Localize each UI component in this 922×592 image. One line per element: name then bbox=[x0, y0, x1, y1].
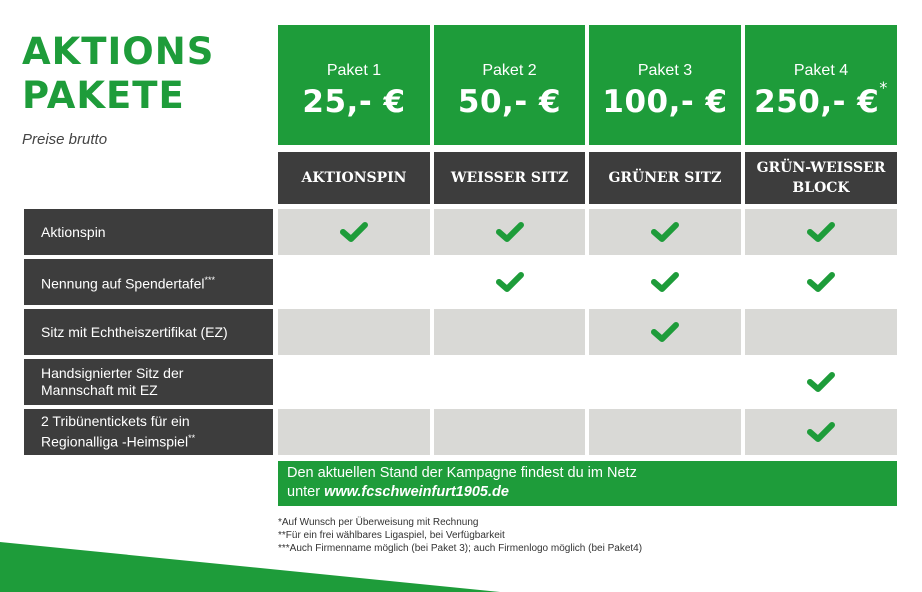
decorative-green-stripe bbox=[0, 542, 500, 592]
check-icon bbox=[339, 220, 369, 244]
subtitle: Preise brutto bbox=[22, 131, 108, 148]
cell-row5-paket1 bbox=[278, 409, 430, 455]
check-icon bbox=[650, 320, 680, 344]
cell-row5-paket2 bbox=[434, 409, 585, 455]
row-label-handsigniert: Handsignierter Sitz der Mannschaft mit EZ bbox=[24, 359, 273, 405]
cell-row4-paket1 bbox=[278, 359, 430, 405]
footnote-3: ***Auch Firmenname möglich (bei Paket 3); auch Firmenlogo möglich (bei Paket4) bbox=[278, 543, 643, 554]
banner-line-1: Den aktuellen Stand der Kampagne findest du im Netz bbox=[287, 465, 637, 481]
row-label-spendertafel: Nennung auf Spendertafel*** bbox=[24, 259, 273, 305]
footnote-2: **Für ein frei wählbares Ligaspiel, bei Verfügbarkeit bbox=[278, 530, 505, 541]
cell-row1-paket1 bbox=[278, 209, 430, 255]
package-price: 25,- € bbox=[302, 84, 406, 120]
package-price: 50,- € bbox=[457, 84, 562, 120]
package-name: Paket 4 bbox=[793, 62, 849, 79]
cell-row5-paket4 bbox=[745, 409, 897, 455]
package-name: Paket 3 bbox=[637, 62, 693, 79]
cell-row4-paket4 bbox=[745, 359, 897, 405]
package-3-type: GRÜNER SITZ bbox=[589, 152, 741, 204]
cell-row2-paket1 bbox=[278, 259, 430, 305]
page-title bbox=[22, 30, 214, 118]
title-line-1: AKTIONS bbox=[22, 30, 215, 73]
cell-row3-paket2 bbox=[434, 309, 585, 355]
check-icon bbox=[806, 370, 836, 394]
check-icon bbox=[650, 270, 680, 294]
package-1-header bbox=[278, 25, 430, 145]
website-link[interactable]: www.fcschweinfurt1905.de bbox=[324, 484, 509, 500]
row-label-aktionspin: Aktionspin bbox=[24, 209, 273, 255]
check-icon bbox=[806, 220, 836, 244]
package-4-header bbox=[745, 25, 897, 145]
check-icon bbox=[495, 270, 525, 294]
package-2-header bbox=[434, 25, 585, 145]
cell-row2-paket4 bbox=[745, 259, 897, 305]
cell-row3-paket1 bbox=[278, 309, 430, 355]
cell-row3-paket4 bbox=[745, 309, 897, 355]
package-price: 250,- €* bbox=[754, 78, 888, 120]
campaign-banner bbox=[278, 461, 897, 506]
package-price: 100,- € bbox=[602, 84, 728, 120]
cell-row1-paket3 bbox=[589, 209, 741, 255]
cell-row3-paket3 bbox=[589, 309, 741, 355]
cell-row4-paket3 bbox=[589, 359, 741, 405]
cell-row2-paket2 bbox=[434, 259, 585, 305]
banner-line-2: unter www.fcschweinfurt1905.de bbox=[287, 484, 509, 500]
package-2-type: WEISSER SITZ bbox=[434, 152, 585, 204]
row-label-tribuenentickets: 2 Tribünentickets für ein Regionalliga -Heimspiel** bbox=[24, 409, 273, 455]
cell-row5-paket3 bbox=[589, 409, 741, 455]
row-label-echtheitszertifikat: Sitz mit Echtheiszertifikat (EZ) bbox=[24, 309, 273, 355]
cell-row1-paket2 bbox=[434, 209, 585, 255]
package-name: Paket 2 bbox=[482, 62, 537, 79]
title-line-2: PAKETE bbox=[22, 74, 185, 117]
package-3-header bbox=[589, 25, 741, 145]
package-name: Paket 1 bbox=[326, 62, 382, 79]
check-icon bbox=[806, 420, 836, 444]
price-footnote-marker: * bbox=[879, 78, 888, 97]
check-icon bbox=[650, 220, 680, 244]
footnote-1: *Auf Wunsch per Überweisung mit Rechnung bbox=[278, 517, 479, 528]
package-4-type: GRÜN-WEISSER BLOCK bbox=[745, 152, 897, 204]
check-icon bbox=[495, 220, 525, 244]
check-icon bbox=[806, 270, 836, 294]
cell-row4-paket2 bbox=[434, 359, 585, 405]
package-1-type: AKTIONSPIN bbox=[278, 152, 430, 204]
cell-row1-paket4 bbox=[745, 209, 897, 255]
cell-row2-paket3 bbox=[589, 259, 741, 305]
